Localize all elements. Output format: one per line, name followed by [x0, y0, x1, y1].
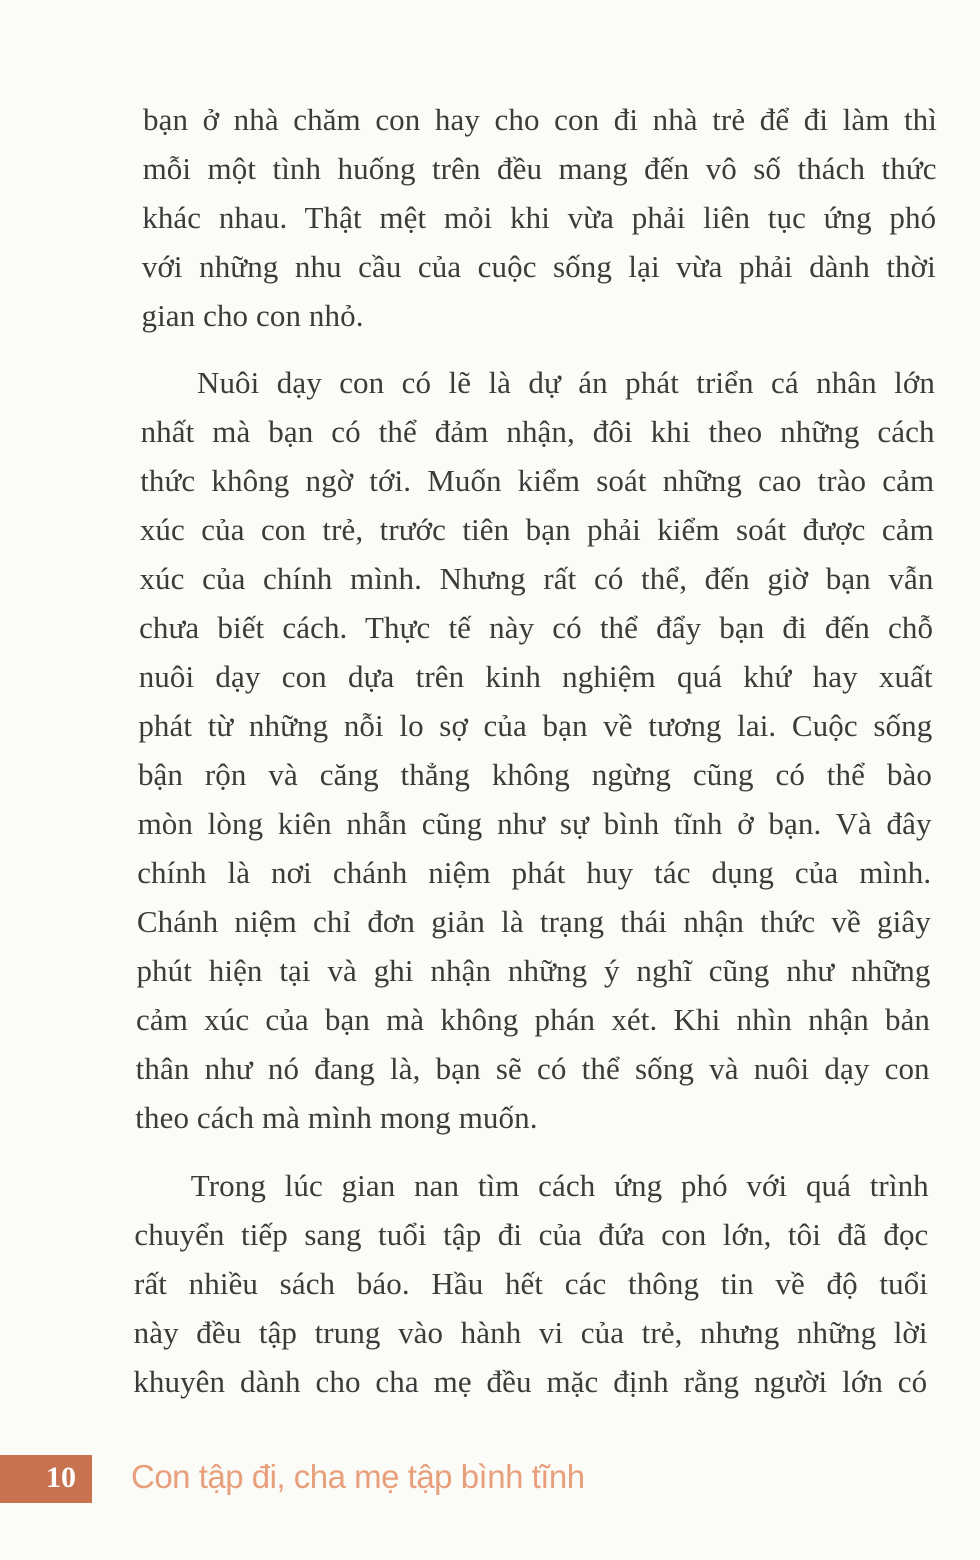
text-line: thức không ngờ tới. Muốn kiểm soát những cao trào cảm: [140, 463, 935, 498]
text-line: Chánh niệm chỉ đơn giản là trạng thái nhận thức về giây: [136, 904, 931, 939]
text-line: theo cách mà mình mong muốn.: [135, 1100, 538, 1135]
text-line: xúc của con trẻ, trước tiên bạn phải kiểm soát được cảm: [139, 512, 934, 547]
text-line: phút hiện tại và ghi nhận những ý nghĩ cũng như những: [136, 953, 931, 988]
text-line: nuôi dạy con dựa trên kinh nghiệm quá khứ hay xuất: [138, 659, 933, 694]
page-number-box: [0, 1455, 92, 1503]
text-line: với những nhu cầu của cuộc sống lại vừa phải dành thời: [141, 249, 936, 284]
text-line: bận rộn và căng thẳng không ngừng cũng có thể bào: [137, 757, 932, 792]
text-line: phát từ những nỗi lo sợ của bạn về tương lai. Cuộc sống: [138, 708, 933, 743]
text-line: Trong lúc gian nan tìm cách ứng phó với quá trình: [190, 1168, 929, 1203]
text-line: cảm xúc của bạn mà không phán xét. Khi nhìn nhận bản: [136, 1002, 931, 1037]
text-line: này đều tập trung vào hành vi của trẻ, nhưng những lời: [133, 1315, 928, 1350]
running-title: Con tập đi, cha mẹ tập bình tĩnh: [131, 1458, 585, 1495]
text-line: bạn ở nhà chăm con hay cho con đi nhà trẻ để đi làm thì: [142, 102, 937, 137]
text-line: nhất mà bạn có thể đảm nhận, đôi khi theo những cách: [140, 414, 935, 449]
text-line: gian cho con nhỏ.: [141, 298, 364, 333]
text-line: xúc của chính mình. Nhưng rất có thể, đến giờ bạn vẫn: [139, 561, 934, 596]
text-line: mỗi một tình huống trên đều mang đến vô số thách thức: [142, 151, 937, 186]
text-line: chính là nơi chánh niệm phát huy tác dụng của mình.: [137, 855, 932, 890]
text-line: chuyển tiếp sang tuổi tập đi của đứa con lớn, tôi đã đọc: [134, 1217, 929, 1252]
text-line: Nuôi dạy con có lẽ là dự án phát triển cá nhân lớn: [196, 365, 935, 400]
page-number: 10: [46, 1461, 76, 1494]
text-line: thân như nó đang là, bạn sẽ có thể sống và nuôi dạy con: [135, 1051, 930, 1086]
text-line: rất nhiều sách báo. Hầu hết các thông tin về độ tuổi: [134, 1266, 929, 1301]
text-line: mòn lòng kiên nhẫn cũng như sự bình tĩnh ở bạn. Và đây: [137, 806, 932, 841]
text-line: khác nhau. Thật mệt mỏi khi vừa phải liên tục ứng phó: [142, 200, 937, 235]
text-line: khuyên dành cho cha mẹ đều mặc định rằng người lớn có: [133, 1364, 928, 1399]
text-line: chưa biết cách. Thực tế này có thể đẩy bạn đi đến chỗ: [139, 610, 934, 645]
